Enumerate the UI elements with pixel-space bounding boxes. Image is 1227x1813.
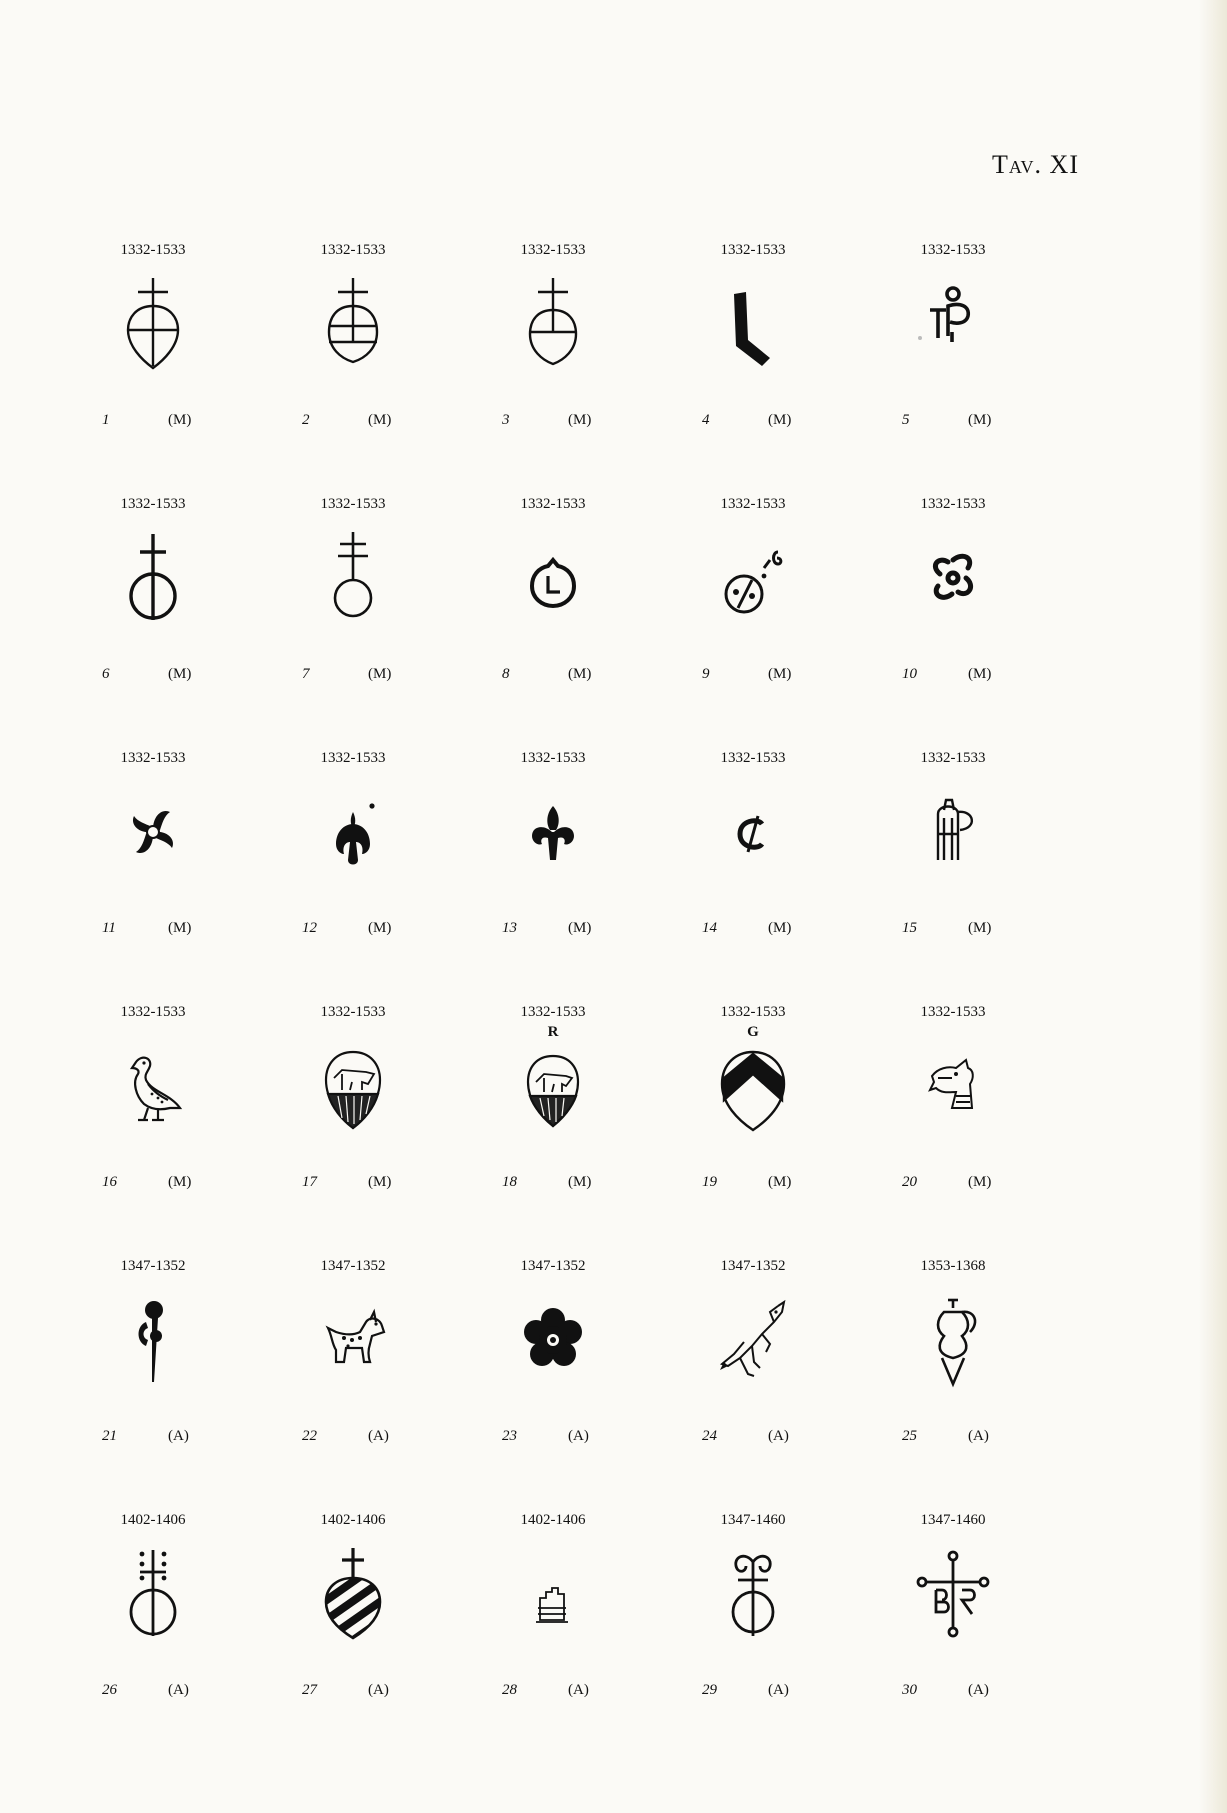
mark-source: (M) xyxy=(768,412,792,428)
watermark-cell xyxy=(888,1500,1088,1754)
watermark-cell xyxy=(88,1500,288,1754)
mark-source: (M) xyxy=(968,666,992,682)
mark-source: (A) xyxy=(568,1682,589,1698)
mark-number: 13 xyxy=(502,920,517,936)
mark-source: (M) xyxy=(168,1174,192,1190)
monogram-ap-icon xyxy=(908,784,998,880)
mark-source: (A) xyxy=(368,1682,389,1698)
mark-date: 1332-1533 xyxy=(720,750,786,766)
mark-number: 18 xyxy=(502,1174,517,1190)
mark-number: 23 xyxy=(502,1428,517,1444)
watermark-cell xyxy=(288,992,488,1246)
mark-source: (M) xyxy=(768,920,792,936)
bird-icon xyxy=(108,1038,198,1134)
watermark-cell xyxy=(88,484,288,738)
watermark-cell xyxy=(888,992,1088,1246)
mark-number: 4 xyxy=(702,412,710,428)
mark-number: 22 xyxy=(302,1428,317,1444)
watermark-cell xyxy=(688,1246,888,1500)
mark-number: 17 xyxy=(302,1174,317,1190)
watermark-cell xyxy=(488,1500,688,1754)
mark-date: 1332-1533 xyxy=(920,1004,986,1020)
mark-number: 16 xyxy=(102,1174,117,1190)
mark-date: 1332-1533 xyxy=(120,242,186,258)
mark-date: 1332-1533 xyxy=(120,750,186,766)
mark-source: (M) xyxy=(968,920,992,936)
mark-date: 1332-1533 xyxy=(920,750,986,766)
mark-source: (A) xyxy=(168,1682,189,1698)
mark-number: 2 xyxy=(302,412,310,428)
mark-date: 1402-1406 xyxy=(120,1512,186,1528)
mark-number: 28 xyxy=(502,1682,517,1698)
mark-number: 6 xyxy=(102,666,110,682)
mark-date: 1347-1352 xyxy=(320,1258,386,1274)
watermark-cell xyxy=(688,992,888,1246)
mark-number: 24 xyxy=(702,1428,717,1444)
mark-source: (M) xyxy=(368,666,392,682)
watermark-cell xyxy=(488,992,688,1246)
page-edge-shadow xyxy=(1199,0,1227,1813)
mark-date: 1332-1533 xyxy=(320,242,386,258)
mark-number: 8 xyxy=(502,666,510,682)
dog-icon xyxy=(308,1292,398,1388)
letter-c-slash-icon xyxy=(708,784,798,880)
mark-number: 20 xyxy=(902,1174,917,1190)
watermark-cell xyxy=(688,230,888,484)
mark-source: (M) xyxy=(968,1174,992,1190)
mark-source: (A) xyxy=(968,1428,989,1444)
mark-number: 7 xyxy=(302,666,310,682)
mark-date: 1332-1533 xyxy=(520,496,586,512)
mark-date: 1402-1406 xyxy=(520,1512,586,1528)
circle-dots-16-icon xyxy=(708,530,798,626)
mark-date: 1332-1533 xyxy=(720,242,786,258)
pinwheel-flower-icon xyxy=(108,784,198,880)
mark-number: 26 xyxy=(102,1682,117,1698)
mark-number: 30 xyxy=(902,1682,917,1698)
mark-number: 10 xyxy=(902,666,917,682)
mark-date: 1332-1533 xyxy=(520,750,586,766)
mark-source: (A) xyxy=(368,1428,389,1444)
mark-number: 12 xyxy=(302,920,317,936)
watermark-cell xyxy=(288,1500,488,1754)
boot-L-icon xyxy=(708,276,798,372)
mark-date: 1332-1533 xyxy=(120,496,186,512)
circle-letter-l-icon xyxy=(508,530,598,626)
mark-source: (M) xyxy=(568,1174,592,1190)
mark-date: 1332-1533 xyxy=(320,1004,386,1020)
mark-date: 1332-1533 xyxy=(320,496,386,512)
mark-date: 1347-1352 xyxy=(720,1258,786,1274)
circle-double-cross-icon xyxy=(308,530,398,626)
watermark-cell xyxy=(488,484,688,738)
shield-wolf-r-icon xyxy=(508,1024,598,1134)
mark-row xyxy=(88,1500,1088,1754)
watermark-cell xyxy=(688,484,888,738)
mark-number: 29 xyxy=(702,1682,717,1698)
shield-bendy-cross-icon xyxy=(308,1546,398,1642)
watermark-cell xyxy=(688,1500,888,1754)
watermark-cell xyxy=(888,1246,1088,1500)
mark-source: (M) xyxy=(168,666,192,682)
mark-source: (M) xyxy=(168,920,192,936)
dragon-head-icon xyxy=(908,1038,998,1134)
watermark-cell xyxy=(488,738,688,992)
cross-monogram-br-icon xyxy=(908,1546,998,1642)
watermark-cell xyxy=(688,738,888,992)
mark-row xyxy=(88,230,1088,484)
mark-date: 1347-1352 xyxy=(520,1258,586,1274)
mark-source: (A) xyxy=(768,1682,789,1698)
mark-source: (M) xyxy=(568,920,592,936)
watermark-cell xyxy=(88,1246,288,1500)
watermark-cell xyxy=(288,230,488,484)
watermark-cell xyxy=(88,992,288,1246)
mark-source: (M) xyxy=(768,666,792,682)
mark-source: (M) xyxy=(568,666,592,682)
circle-asterisk-cross-icon xyxy=(108,1546,198,1642)
mark-row xyxy=(88,484,1088,738)
watermark-cell xyxy=(888,230,1088,484)
fleur-dot-icon xyxy=(308,784,398,880)
watermark-cell xyxy=(488,1246,688,1500)
ewer-jug-icon xyxy=(908,1292,998,1388)
mark-number: 25 xyxy=(902,1428,917,1444)
rose-flower-icon xyxy=(508,1292,598,1388)
mark-row xyxy=(88,738,1088,992)
shield-wolf-icon xyxy=(308,1038,398,1134)
orb-cross-banded-icon xyxy=(308,276,398,372)
watermark-grid xyxy=(88,230,1088,1754)
mark-source: (M) xyxy=(768,1174,792,1190)
monogram-tp-icon xyxy=(908,276,998,372)
mark-row xyxy=(88,1246,1088,1500)
orb-cross-icon xyxy=(108,276,198,372)
mark-source: (M) xyxy=(368,1174,392,1190)
watermark-cell xyxy=(288,1246,488,1500)
mark-number: 19 xyxy=(702,1174,717,1190)
fleur-de-lis-icon xyxy=(508,784,598,880)
mark-date: 1332-1533 xyxy=(520,242,586,258)
mark-number: 14 xyxy=(702,920,717,936)
mark-number: 15 xyxy=(902,920,917,936)
mark-date: 1332-1533 xyxy=(120,1004,186,1020)
orb-cross-small-icon xyxy=(508,276,598,372)
mark-date: 1332-1533 xyxy=(720,496,786,512)
mark-date: 1353-1368 xyxy=(920,1258,986,1274)
watermark-cell xyxy=(288,738,488,992)
mark-date: 1347-1460 xyxy=(720,1512,786,1528)
mark-number: 1 xyxy=(102,412,110,428)
watermark-cell xyxy=(888,738,1088,992)
tower-icon xyxy=(508,1546,598,1642)
knot-swirl-icon xyxy=(908,530,998,626)
mark-source: (A) xyxy=(568,1428,589,1444)
mark-number: 21 xyxy=(102,1428,117,1444)
watermark-cell xyxy=(88,230,288,484)
mark-date: 1332-1533 xyxy=(320,750,386,766)
mark-number: 27 xyxy=(302,1682,317,1698)
mark-row xyxy=(88,992,1088,1246)
mark-date: 1332-1533 xyxy=(920,496,986,512)
plate-title: Tav. XI xyxy=(992,150,1079,179)
watermark-cell xyxy=(288,484,488,738)
mark-source: (M) xyxy=(168,412,192,428)
mark-number: 3 xyxy=(502,412,510,428)
watermark-cell xyxy=(488,230,688,484)
mark-date: 1402-1406 xyxy=(320,1512,386,1528)
mark-number: 5 xyxy=(902,412,910,428)
mark-date: 1347-1460 xyxy=(920,1512,986,1528)
mark-source: (M) xyxy=(968,412,992,428)
shield-chevron-g-icon xyxy=(708,1024,798,1134)
pin-key-icon xyxy=(108,1292,198,1388)
mark-letter: R xyxy=(547,1024,559,1040)
mark-number: 9 xyxy=(702,666,710,682)
mark-source: (A) xyxy=(168,1428,189,1444)
mark-date: 1347-1352 xyxy=(120,1258,186,1274)
mark-date: 1332-1533 xyxy=(920,242,986,258)
mark-number: 11 xyxy=(102,920,116,936)
circle-cross-icon xyxy=(108,530,198,626)
mark-source: (M) xyxy=(568,412,592,428)
mark-date: 1332-1533 xyxy=(720,1004,786,1020)
circle-fleur-cross-icon xyxy=(708,1546,798,1642)
watermark-cell xyxy=(888,484,1088,738)
mark-date: 1332-1533 xyxy=(520,1004,586,1020)
mark-source: (M) xyxy=(368,920,392,936)
watermark-cell xyxy=(88,738,288,992)
fox-rampant-icon xyxy=(708,1292,798,1388)
mark-source: (A) xyxy=(968,1682,989,1698)
mark-source: (M) xyxy=(368,412,392,428)
mark-source: (A) xyxy=(768,1428,789,1444)
mark-letter: G xyxy=(747,1024,759,1040)
